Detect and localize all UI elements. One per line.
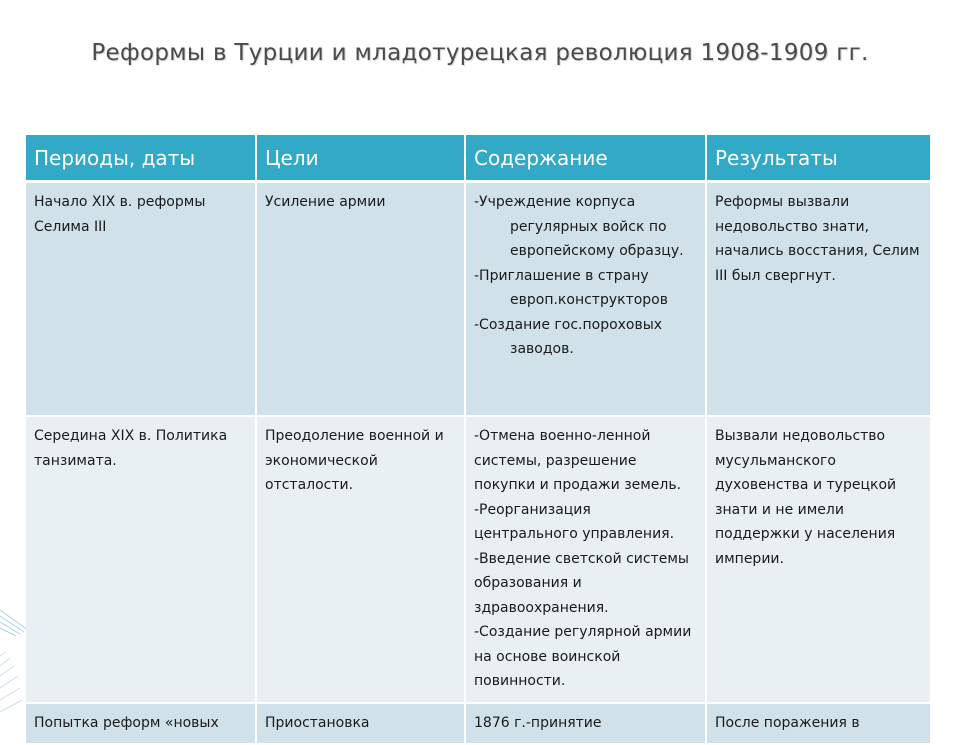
period-text: Начало XIX в. реформы Селима III [34, 194, 206, 235]
cell-period [26, 703, 256, 745]
content-item: -Создание гос.пороховых заводов. [474, 316, 663, 357]
header-content: Содержание [465, 135, 706, 182]
cell-period [26, 416, 256, 703]
period-text: Попытка реформ «новых [34, 714, 219, 731]
header-periods: Периоды, даты [26, 135, 256, 182]
reforms-table [26, 135, 930, 745]
table-row [26, 703, 930, 745]
goals-text: Преодоление военной и экономической отсталости. [265, 428, 444, 493]
period-text: Середина XIX в. Политика танзимата. [34, 428, 228, 469]
cell-results [706, 416, 930, 703]
content-item: -Приглашение в страну европ.конструкторов [474, 267, 668, 308]
results-text: Реформы вызвали недовольство знати, начались восстания, Селим III был свергнут. [715, 194, 920, 284]
results-text: После поражения в [715, 714, 860, 731]
cell-goals [256, 416, 465, 703]
results-text: Вызвали недовольство мусульманского духовенства и турецкой знати и не имели поддержки у населения империи. [715, 428, 897, 567]
cell-content [465, 182, 706, 417]
content-item: -Введение светской системы образования и здравоохранения. [474, 550, 689, 616]
goals-text: Усиление армии [265, 194, 386, 210]
cell-results [706, 182, 930, 417]
cell-content [465, 703, 706, 745]
table-row [26, 416, 930, 703]
content-item: 1876 г.-принятие [474, 714, 602, 731]
cell-goals [256, 703, 465, 745]
content-item: -Реорганизация центрального управления. [474, 501, 675, 542]
cell-goals [256, 182, 465, 417]
table-row [26, 182, 930, 417]
cell-results [706, 703, 930, 745]
reforms-table-container [26, 135, 930, 731]
content-item: -Создание регулярной армии на основе воинской повинности. [474, 624, 692, 689]
cell-period [26, 182, 256, 417]
goals-text: Приостановка [265, 714, 370, 731]
table-header-row [26, 135, 930, 182]
cell-content [465, 416, 706, 703]
header-goals: Цели [256, 135, 465, 182]
content-item: -Отмена военно-ленной системы, разрешение покупки и продажи земель. [474, 428, 682, 493]
slide-title: Реформы в Турции и младотурецкая революция 1908-1909 гг. [91, 40, 869, 66]
header-results: Результаты [706, 135, 930, 182]
content-item: -Учреждение корпуса регулярных войск по европейскому образцу. [474, 194, 684, 259]
